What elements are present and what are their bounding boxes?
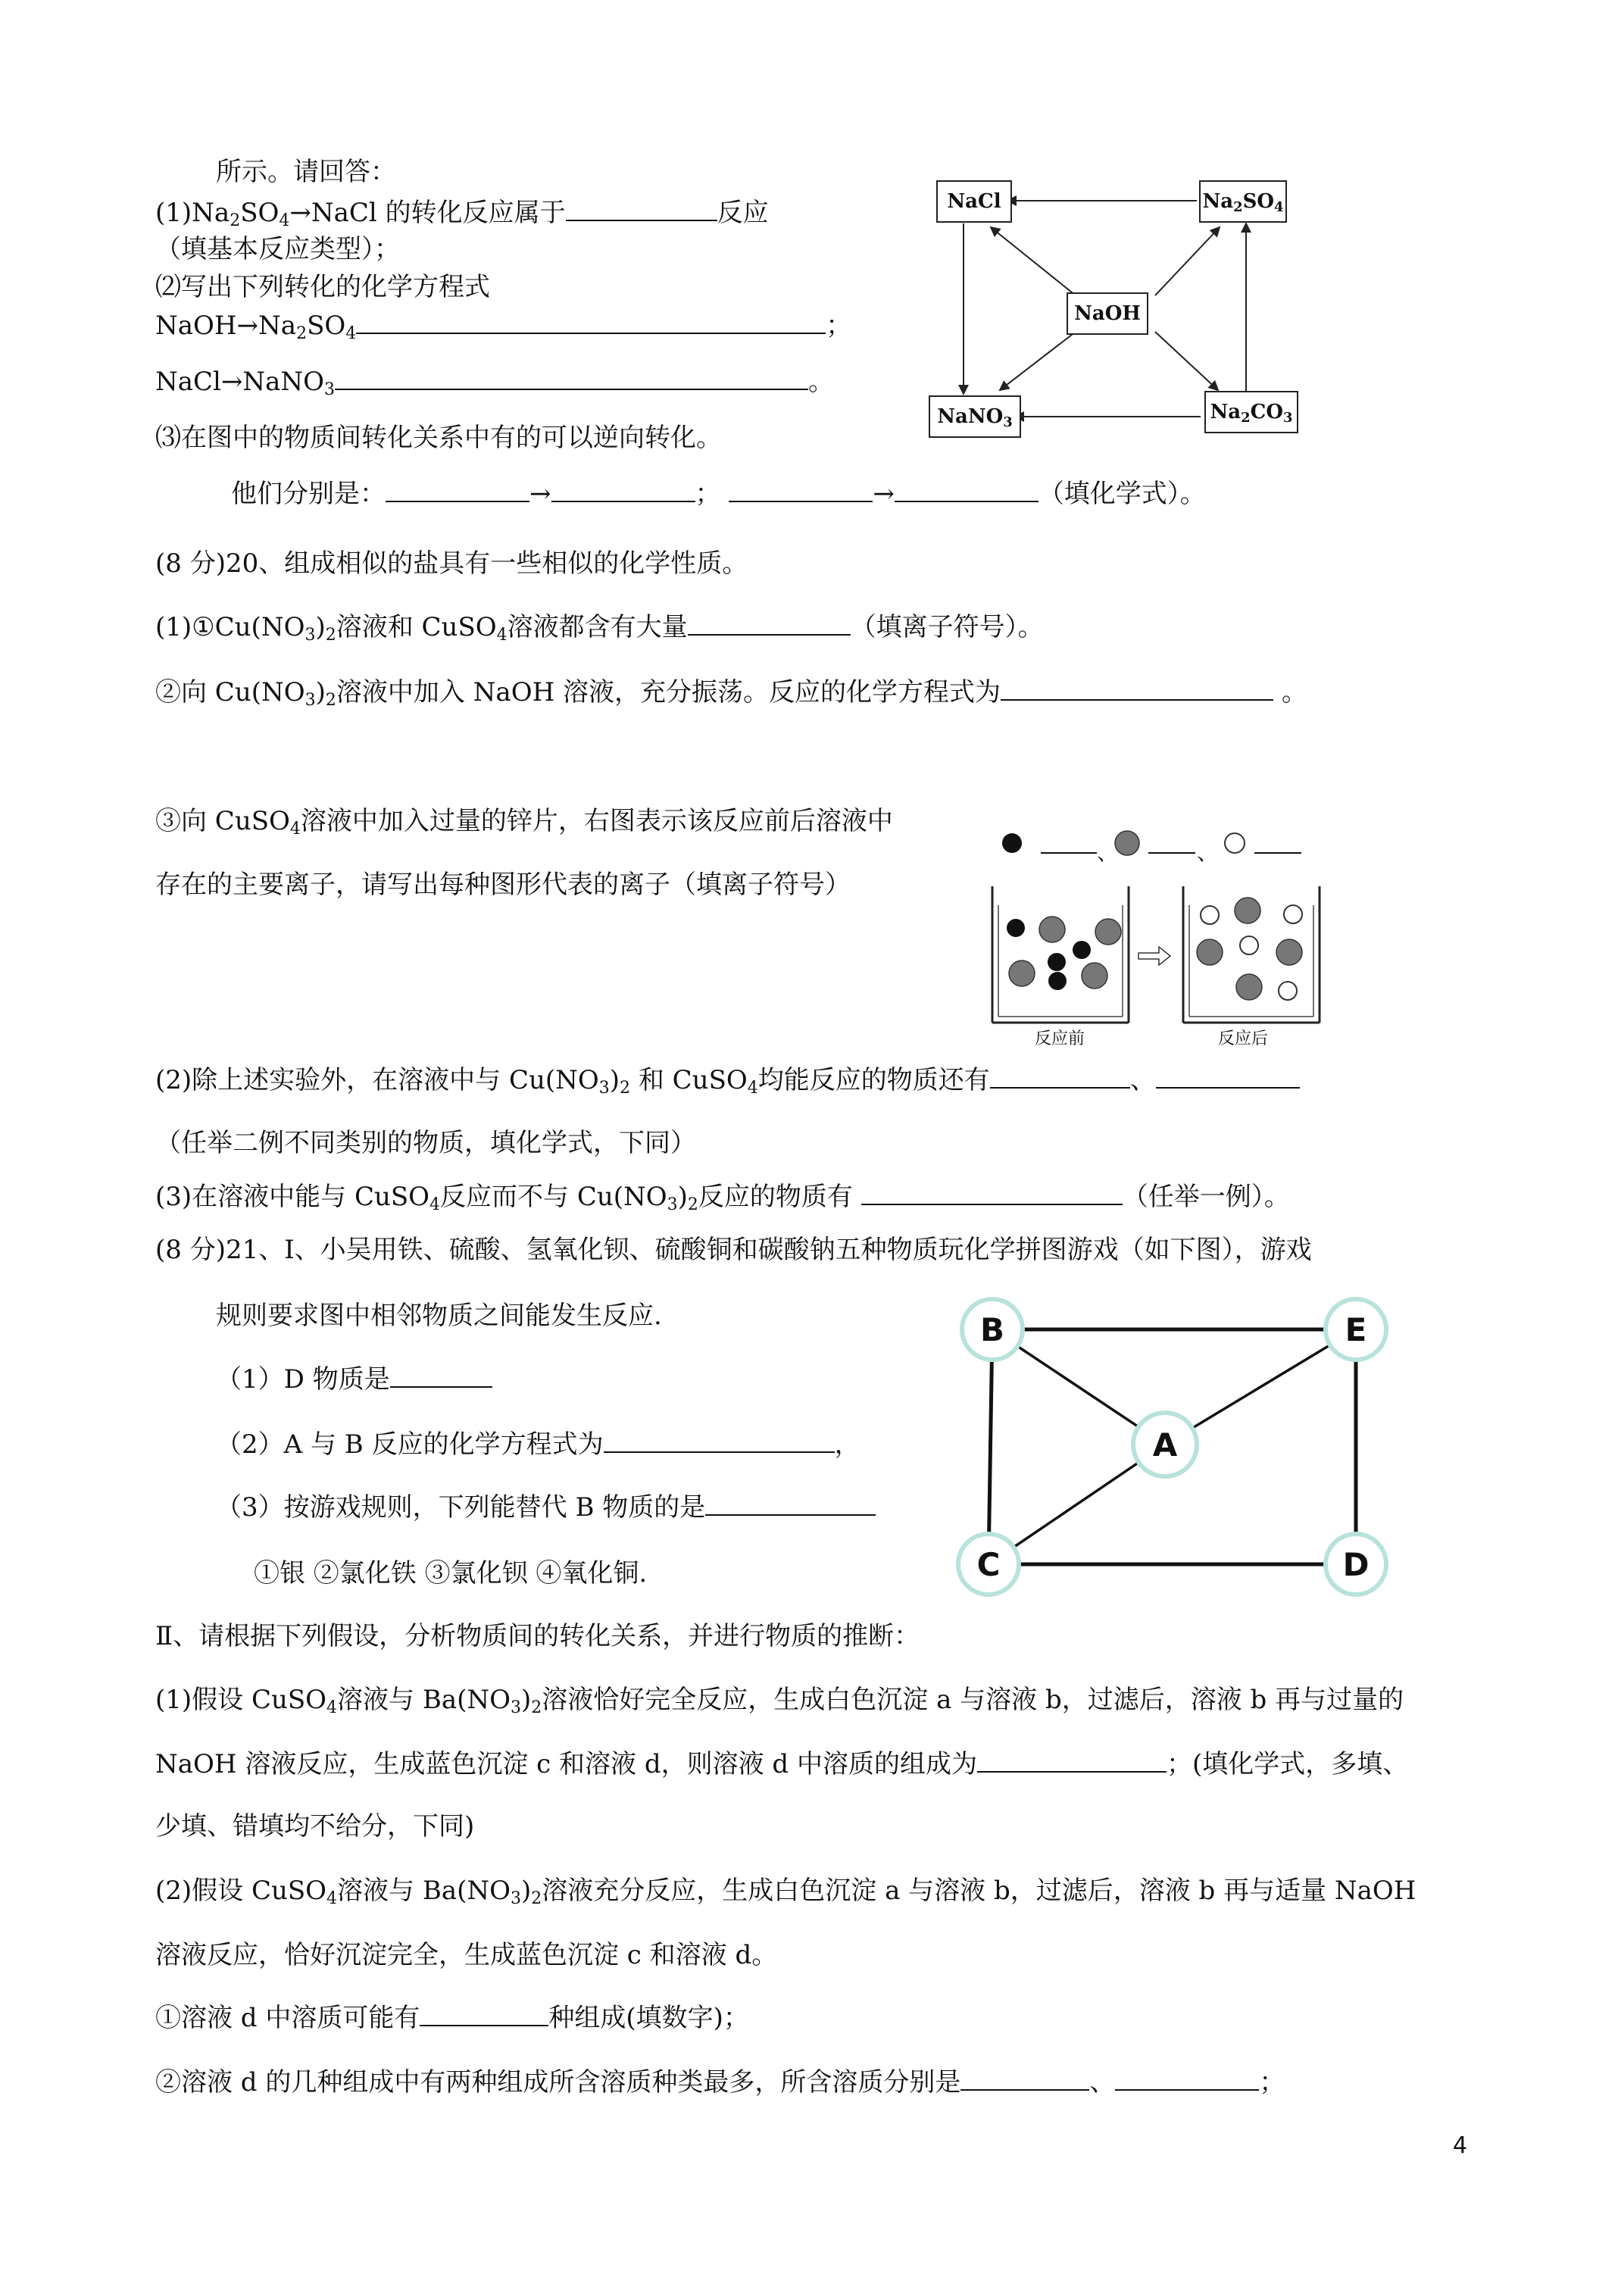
white-ion xyxy=(1240,936,1258,954)
answer-blank[interactable] xyxy=(1156,1064,1300,1089)
node-nano3: NaNO$_3$ xyxy=(929,395,1021,438)
q19-part3-answer: 他们分别是： → ； → （填化学式）。 xyxy=(231,479,1206,509)
beaker-before xyxy=(992,886,1129,1023)
q21-h2-q1: ①溶液 d 中溶质可能有 种组成(填数字)； xyxy=(155,2003,749,2033)
answer-blank[interactable] xyxy=(895,478,1039,502)
q20-s4: (2)除上述实验外，在溶液中与 $Cu(NO_3)_2$ 和 CuSO$_4$均能反应的物质还有 、 xyxy=(155,1064,1300,1097)
answer-blank[interactable] xyxy=(566,197,717,221)
q19-part3: ⑶在图中的物质间转化关系中有的可以逆向转化。 xyxy=(155,423,722,453)
q20-s1: $(1)①Cu(NO_3)_2$溶液和 CuSO$_4$溶液都含有大量 （填离子符号）。 xyxy=(155,612,1044,645)
answer-blank[interactable] xyxy=(604,1429,835,1453)
white-ion xyxy=(1279,982,1297,1000)
q21-h2-line2: 溶液反应，恰好沉淀完全，生成蓝色沉淀 c 和溶液 d。 xyxy=(155,1940,778,1970)
answer-blank[interactable] xyxy=(1115,2066,1259,2091)
black-ion xyxy=(1007,919,1025,937)
answer-blank[interactable] xyxy=(729,478,873,502)
legend-separator: 、 xyxy=(1197,840,1219,865)
arrow-naoh-na2co3 xyxy=(1155,332,1218,390)
q20-s3-line2: 存在的主要离子，请写出每种图形代表的离子（填离子符号） xyxy=(155,870,851,900)
q19-eq2: NaCl→NaNO$_3$ 。 xyxy=(155,367,835,399)
q19-intro: 所示。请回答： xyxy=(216,157,396,187)
q21-h1: (1)假设 CuSO$_4$溶液与 $Ba(NO_3)_2$溶液恰好完全反应，生成白色沉淀 a 与溶液 b，过滤后，溶液 b 再与过量的 xyxy=(155,1685,1404,1717)
q21-item3: （3）按游戏规则，下列能替代 B 物质的是 xyxy=(216,1491,876,1524)
beaker-diagram xyxy=(985,879,1333,1030)
answer-blank[interactable] xyxy=(1001,676,1273,701)
page-number: 4 xyxy=(1453,2132,1468,2159)
q21-h1-line3: 少填、错填均不给分，下同) xyxy=(155,1811,475,1841)
q21-item2: （2）A 与 B 反应的化学方程式为 ， xyxy=(216,1429,860,1460)
reaction-arrow xyxy=(1138,947,1170,965)
ion-legend xyxy=(992,826,1310,864)
black-ion xyxy=(1073,941,1091,959)
gray-ion xyxy=(1082,963,1107,989)
answer-blank[interactable] xyxy=(688,611,851,636)
q19-part1-note: （填基本反应类型）； xyxy=(155,234,400,264)
answer-blank[interactable] xyxy=(386,478,529,502)
node-nacl: NaCl xyxy=(936,180,1012,223)
black-ion xyxy=(1048,953,1066,971)
node-c-label: C xyxy=(976,1546,1001,1583)
answer-blank[interactable] xyxy=(990,1064,1130,1089)
node-b-label: B xyxy=(979,1311,1005,1348)
q21-rule: 规则要求图中相邻物质之间能发生反应. xyxy=(216,1301,662,1331)
node-e-label: E xyxy=(1345,1311,1367,1348)
gray-ion xyxy=(1235,898,1260,923)
answer-blank[interactable] xyxy=(705,1492,876,1516)
answer-blank[interactable] xyxy=(960,2066,1089,2091)
q19-eq1: $NaOH\to Na_2SO_4$ ； xyxy=(155,311,852,343)
q21-h2: (2)假设 CuSO$_4$溶液与 $Ba(NO_3)_2$溶液充分反应，生成白色沉淀 a 与溶液 b，过滤后，溶液 b 再与适量 NaOH xyxy=(155,1876,1416,1908)
gray-ion xyxy=(1095,919,1121,945)
node-d-label: D xyxy=(1342,1546,1370,1583)
gray-ion xyxy=(1197,939,1223,965)
q21-part2-title: Ⅱ、请根据下列假设，分析物质间的转化关系，并进行物质的推断： xyxy=(155,1621,920,1651)
gray-ion xyxy=(1236,974,1262,1000)
q21-h2-q2: ②溶液 d 的几种组成中有两种组成所含溶质种类最多，所含溶质分别是 、 ； xyxy=(155,2067,1285,2098)
q20-s3: ③向 CuSO$_4$溶液中加入过量的锌片，右图表示该反应前后溶液中 xyxy=(155,806,893,839)
answer-blank[interactable] xyxy=(390,1364,492,1388)
q20-s5: (3)在溶液中能与 CuSO$_4$反应而不与 $Cu(NO_3)_2$反应的物质有 （任举一例）。 xyxy=(155,1182,1290,1214)
gray-ion xyxy=(1276,939,1302,965)
gray-ion-icon xyxy=(1115,831,1139,855)
node-a-label: A xyxy=(1152,1426,1178,1464)
black-ion-icon xyxy=(1002,833,1022,853)
node-na2so4: $Na_2SO_4$ xyxy=(1199,180,1287,223)
q20-s2: ②向 $Cu(NO_3)_2$溶液中加入 NaOH 溶液，充分振荡。反应的化学方程式为 。 xyxy=(155,677,1307,710)
answer-blank[interactable] xyxy=(420,2002,548,2026)
node-naoh: NaOH xyxy=(1067,292,1148,335)
answer-blank[interactable] xyxy=(861,1181,1123,1205)
beaker-before-label: 反应前 xyxy=(1035,1029,1085,1048)
black-ion xyxy=(1048,972,1067,990)
arrow-naoh-na2so4 xyxy=(1155,227,1220,295)
q21-h1-line2: NaOH 溶液反应，生成蓝色沉淀 c 和溶液 d，则溶液 d 中溶质的组成为 ；(填化学式，多填、 xyxy=(155,1749,1409,1779)
gray-ion xyxy=(1009,961,1035,986)
answer-blank[interactable] xyxy=(977,1748,1167,1773)
white-ion xyxy=(1201,906,1219,924)
q20-title: (8 分)20、组成相似的盐具有一些相似的化学性质。 xyxy=(155,548,748,579)
q19-part2: ⑵写出下列转化的化学方程式 xyxy=(155,272,490,302)
q21-item1: （1）D 物质是 xyxy=(216,1363,492,1396)
puzzle-diagram xyxy=(932,1280,1416,1606)
answer-blank[interactable] xyxy=(551,478,695,502)
answer-blank[interactable] xyxy=(356,310,826,334)
white-ion-icon xyxy=(1225,833,1245,853)
edge-b-c xyxy=(989,1329,992,1564)
beaker-after xyxy=(1183,886,1320,1023)
answer-blank[interactable] xyxy=(335,366,808,390)
beaker-after-label: 反应后 xyxy=(1218,1029,1269,1048)
q19-part1: $(1)Na_2SO_4\to NaCl$ 的转化反应属于 反应 xyxy=(155,198,769,230)
arrow-naoh-nano3 xyxy=(1000,332,1076,390)
arrow-naoh-nacl xyxy=(991,227,1076,295)
legend-separator: 、 xyxy=(1097,840,1119,865)
q21-title: (8 分)21、Ⅰ、小吴用铁、硫酸、氢氧化钡、硫酸铜和碳酸钠五种物质玩化学拼图游戏（如下图），游戏 xyxy=(155,1235,1312,1265)
q21-options: ①银 ②氯化铁 ③氯化钡 ④氧化铜. xyxy=(254,1558,648,1588)
q20-s4-note: （任举二例不同类别的物质，填化学式，下同） xyxy=(155,1128,696,1158)
white-ion xyxy=(1284,905,1302,923)
node-na2co3: $Na_2CO_3$ xyxy=(1204,391,1298,433)
gray-ion xyxy=(1039,917,1065,942)
